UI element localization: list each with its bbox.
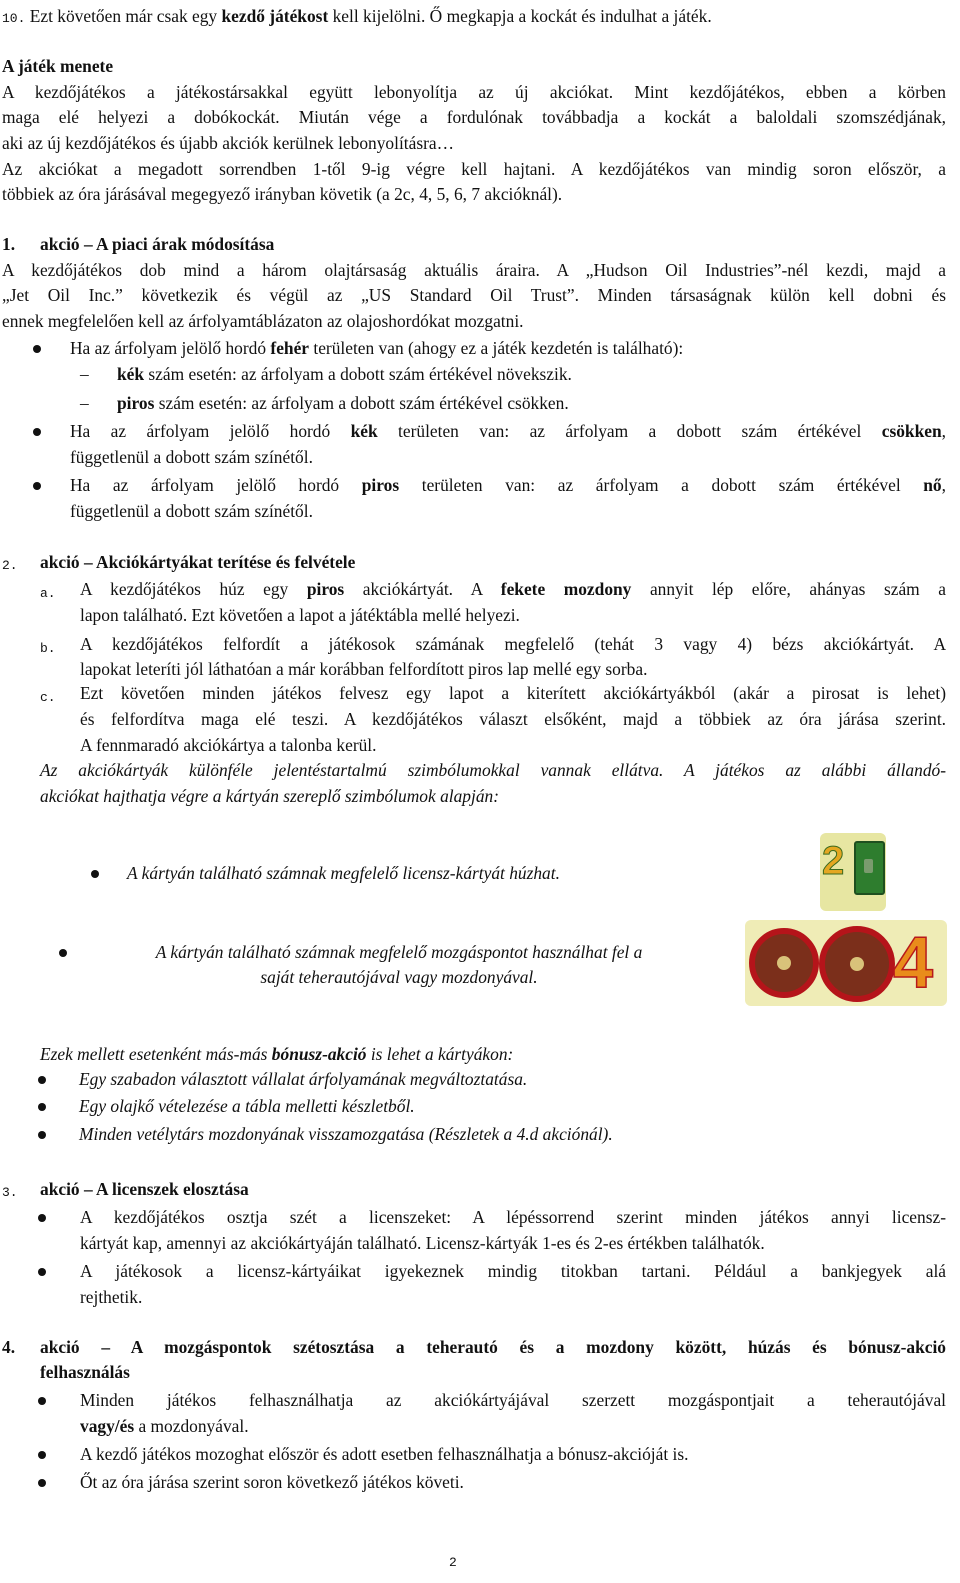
oil-can-icon: [854, 841, 885, 895]
action-2-item-c-line-3: A fennmaradó akciókártya a talonba kerül.: [80, 735, 377, 755]
bullet-icon: [38, 1397, 46, 1405]
action-1-line-3: ennek megfelelően kell az árfolyamtáblázaton az olajoshordókat mozgatni.: [2, 311, 524, 331]
action-3-bullet-1-line-2: kártyát kap, amennyi az akciókártyáján található. Licensz-kártyák 1-es és 2-es értékben találhatók.: [80, 1233, 765, 1253]
wheel-icon: [819, 926, 895, 1002]
action-4-title-line-2: felhasználás: [40, 1362, 130, 1382]
list-marker-a: a.: [40, 586, 56, 601]
license-card-number: 2: [822, 839, 845, 883]
action-3-bullet-1: A kezdőjátékos osztja szét a licenszeket: A lépéssorrend szerint minden játékos annyi licensz-: [80, 1207, 946, 1227]
action-3-bullet-2: A játékosok a licensz-kártyáikat igyekeznek mindig titokban tartani. Például a bankjegyek alá: [80, 1261, 946, 1281]
menete-line-3: aki az új kezdőjátékos és újabb akciók kerülnek lebonyolításra…: [2, 133, 455, 153]
bonus-item: Egy olajkő vételezése a tábla melletti készletből.: [79, 1096, 415, 1116]
bullet-icon: [59, 949, 67, 957]
action-1-bullet-2: Ha az árfolyam jelölő hordó kék területen van: az árfolyam a dobott szám értékével csökken,: [70, 421, 946, 441]
menete-line-4: Az akciókat a megadott sorrendben 1-től 9-ig végre kell hajtani. A kezdőjátékos van mindig soron először, a: [2, 159, 946, 179]
action-1-dash-1: kék szám esetén: az árfolyam a dobott szám értékével növekszik.: [117, 364, 572, 384]
movement-card-image: [745, 920, 947, 1006]
license-card-image: [820, 833, 886, 911]
action-2-item-b-line-2: lapokat leteríti jól láthatóan a már korábban felfordított piros lap mellé egy sorba.: [80, 659, 648, 679]
bonus-item: Egy szabadon választott vállalat árfolyamának megváltoztatása.: [79, 1069, 528, 1089]
action-4-bullet-1: Minden játékos felhasználhatja az akciókártyájával szerzett mozgáspontjait a teherautójával: [80, 1390, 946, 1410]
action-1-line-1: A kezdőjátékos dob mind a három olajtársaság aktuális áraira. A „Hudson Oil Industries”-nél kezdi, majd a: [2, 260, 946, 280]
symbols-intro-line-2: akciókat hajthatja végre a kártyán szereplő szimbólumok alapján:: [40, 786, 499, 806]
bullet-icon: [38, 1214, 46, 1222]
action-4-bullet-2: A kezdő játékos mozoghat először és adott esetben felhasználhatja a bónusz-akcióját is.: [80, 1444, 689, 1464]
menete-line-5: többiek az óra járásával megegyező irányban követik (a 2c, 4, 5, 6, 7 akcióknál).: [2, 184, 563, 204]
page-number: 2: [449, 1555, 457, 1570]
symbols-intro-line-1: Az akciókártyák különféle jelentéstartalmú szimbólumokkal vannak ellátva. A játékos az alábbi állandó-: [40, 760, 946, 780]
action-1-bullet-2-line-2: függetlenül a dobott szám színétől.: [70, 447, 313, 467]
action-2-item-c-line-2: és felfordítva maga elé teszi. A kezdőjátékos választ elsőként, majd a többiek az óra járása szerint.: [80, 709, 946, 729]
movement-card-number: 4: [893, 923, 934, 1003]
action-4-title: akció – A mozgáspontok szétosztása a teherautó és a mozdony között, húzás és bónusz-akció: [40, 1337, 946, 1357]
action-4-bullet-3: Őt az óra járása szerint soron következő játékos követi.: [80, 1472, 464, 1492]
bonus-intro: Ezek mellett esetenként más-más bónusz-akció is lehet a kártyákon:: [40, 1044, 514, 1064]
action-2-item-c: Ezt követően minden játékos felvesz egy lapot a kiterített akciókártyákból (akár a pirosat is lehet): [80, 683, 946, 703]
bullet-icon: [38, 1103, 46, 1111]
bullet-icon: [33, 345, 41, 353]
action-1-title: akció – A piaci árak módosítása: [40, 234, 275, 254]
action-1-dash-2: piros szám esetén: az árfolyam a dobott szám értékével csökken.: [117, 393, 569, 413]
action-2-title: akció – Akciókártyákat terítése és felvétele: [40, 552, 356, 572]
list-marker-b: b.: [40, 641, 56, 656]
action-3-title: akció – A licenszek elosztása: [40, 1179, 249, 1199]
action-2-item-a: A kezdőjátékos húz egy piros akciókártyát. A fekete mozdony annyit lép előre, ahányas szám a: [80, 579, 946, 599]
bullet-icon: [33, 428, 41, 436]
bullet-icon: [38, 1479, 46, 1487]
bullet-icon: [33, 482, 41, 490]
section-heading-menete: A játék menete: [2, 56, 114, 76]
action-1-line-2: „Jet Oil Inc.” következik és végül az „US Standard Oil Trust”. Minden társaságnak külön kell dobni és: [2, 285, 946, 305]
menete-line-2: maga elé helyezi a dobókockát. Miután vége a fordulónak továbbadja a kockát a baloldali szomszédjának,: [2, 107, 946, 127]
bullet-icon: [38, 1268, 46, 1276]
action-1-bullet-3-line-2: függetlenül a dobott szám színétől.: [70, 501, 313, 521]
dash-marker: –: [80, 393, 89, 413]
action-4-number: 4.: [2, 1337, 16, 1357]
bullet-icon: [38, 1131, 46, 1139]
action-2-number: 2.: [2, 558, 18, 573]
action-1-bullet-1: Ha az árfolyam jelölő hordó fehér területen van (ahogy ez a játék kezdetén is található):: [70, 338, 684, 358]
menete-line-1: A kezdőjátékos a játékostársakkal együtt lebonyolítja az új akciókat. Mint kezdőjátékos, ebben a körben: [2, 82, 946, 102]
action-3-bullet-2-line-2: rejthetik.: [80, 1287, 143, 1307]
step-number: 10.: [2, 11, 26, 26]
symbol-movement-text: A kártyán található számnak megfelelő mozgáspontot használhat fel a saját teherautójával vagy mozdonyával.: [155, 942, 643, 988]
list-marker-c: c.: [40, 690, 56, 705]
action-1-bullet-3: Ha az árfolyam jelölő hordó piros területen van: az árfolyam a dobott szám értékével nő,: [70, 475, 946, 495]
action-2-item-b: A kezdőjátékos felfordít a játékosok számának megfelelő (tehát 3 vagy 4) bézs akciókártyát. A: [80, 634, 946, 654]
dash-marker: –: [80, 364, 89, 384]
action-1-number: 1.: [2, 234, 16, 254]
symbol-license-text: A kártyán található számnak megfelelő licensz-kártyát húzhat.: [127, 863, 560, 883]
bonus-item: Minden vetélytárs mozdonyának visszamozgatása (Részletek a 4.d akciónál).: [79, 1124, 613, 1144]
action-2-item-a-line-2: lapon található. Ezt követően a lapot a játéktábla mellé helyezi.: [80, 605, 520, 625]
bullet-icon: [38, 1451, 46, 1459]
wheel-icon: [749, 928, 819, 998]
step-10-line: 10. Ezt követően már csak egy kezdő játékost kell kijelölni. Ő megkapja a kockát és indulhat a játék.: [2, 6, 712, 26]
action-3-number: 3.: [2, 1185, 18, 1200]
bullet-icon: [91, 870, 99, 878]
bullet-icon: [38, 1076, 46, 1084]
action-4-bullet-1-line-2: vagy/és a mozdonyával.: [80, 1416, 249, 1436]
